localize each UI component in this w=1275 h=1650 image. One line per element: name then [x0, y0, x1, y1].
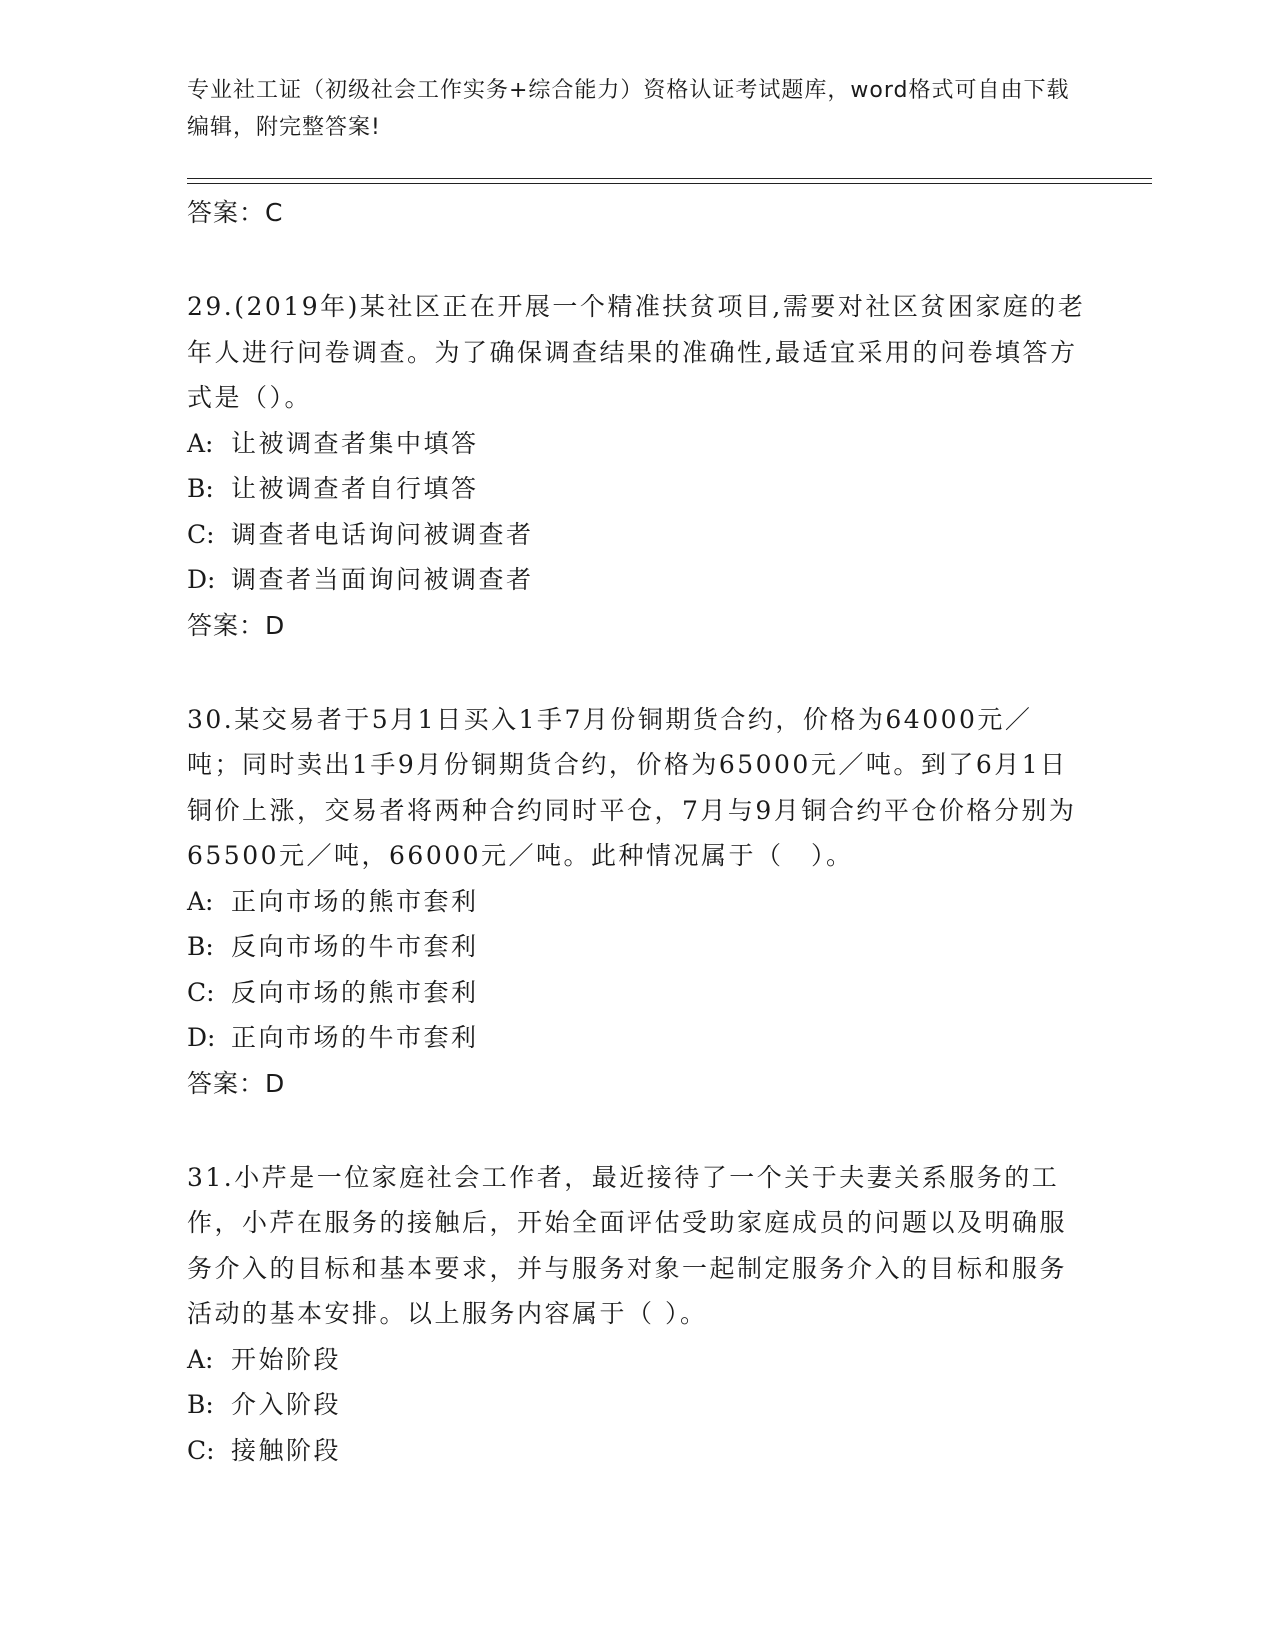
option-letter: C:	[187, 1435, 215, 1465]
question-text: 30.某交易者于5月1日买入1手7月份铜期货合约，价格为64000元／吨；同时卖出1手9月份铜期货合约，价格为65000元／吨。到了6月1日铜价上涨，交易者将两种合约同时平仓，7月与9月铜合约平仓价格分别为65500元／吨，66000元／吨。此种情况属于（ ）。	[187, 704, 1077, 870]
option-text: 反向市场的熊市套利	[231, 977, 479, 1007]
option-a	[187, 1337, 1087, 1383]
option-text: 介入阶段	[231, 1390, 342, 1419]
question-29	[187, 284, 1087, 649]
option-text: 调查者当面询问被调查者	[231, 565, 534, 594]
option-letter: D:	[187, 565, 216, 594]
option-b	[187, 466, 1087, 512]
option-c	[187, 512, 1087, 558]
header-rule-top	[187, 178, 1152, 179]
option-letter: A:	[187, 1344, 214, 1374]
option-text: 接触阶段	[231, 1435, 342, 1465]
option-d	[187, 557, 1087, 603]
option-text: 正向市场的熊市套利	[231, 886, 479, 916]
option-c	[187, 970, 1087, 1016]
question-30	[187, 697, 1087, 1107]
option-a	[187, 421, 1087, 467]
question-text: 29.(2019年)某社区正在开展一个精准扶贫项目,需要对社区贫困家庭的老年人进行问卷调查。为了确保调查结果的准确性,最适宜采用的问卷填答方式是（）。	[187, 292, 1086, 412]
page-header: 专业社工证（初级社会工作实务+综合能力）资格认证考试题库，word格式可自由下载编辑，附完整答案!	[187, 78, 1070, 140]
answer-label: 答案：D	[187, 1068, 286, 1098]
option-letter: A:	[187, 428, 214, 458]
option-a	[187, 879, 1087, 925]
question-text: 31.小芹是一位家庭社会工作者，最近接待了一个关于夫妻关系服务的工作，小芹在服务的接触后，开始全面评估受助家庭成员的问题以及明确服务介入的目标和基本要求，并与服务对象一起制定服务介入的目标和服务活动的基本安排。以上服务内容属于（ ）。	[187, 1162, 1068, 1328]
option-b	[187, 924, 1087, 970]
answer-label: 答案：D	[187, 610, 286, 640]
option-text: 让被调查者集中填答	[231, 428, 479, 458]
option-letter: D:	[187, 1023, 216, 1052]
option-text: 调查者电话询问被调查者	[231, 519, 534, 549]
option-letter: B:	[187, 1390, 214, 1419]
question-31	[187, 1155, 1087, 1474]
header-rule-bottom	[187, 183, 1152, 184]
previous-answer: 答案：C	[187, 198, 284, 227]
option-letter: C:	[187, 519, 215, 549]
option-text: 让被调查者自行填答	[231, 474, 479, 503]
option-text: 正向市场的牛市套利	[231, 1023, 479, 1052]
option-letter: C:	[187, 977, 215, 1007]
option-letter: B:	[187, 932, 214, 961]
option-d	[187, 1015, 1087, 1061]
option-letter: A:	[187, 886, 214, 916]
option-c	[187, 1428, 1087, 1474]
option-letter: B:	[187, 474, 214, 503]
question-list	[187, 190, 1087, 1521]
option-text: 反向市场的牛市套利	[231, 932, 479, 961]
option-text: 开始阶段	[231, 1344, 342, 1374]
option-b	[187, 1382, 1087, 1428]
